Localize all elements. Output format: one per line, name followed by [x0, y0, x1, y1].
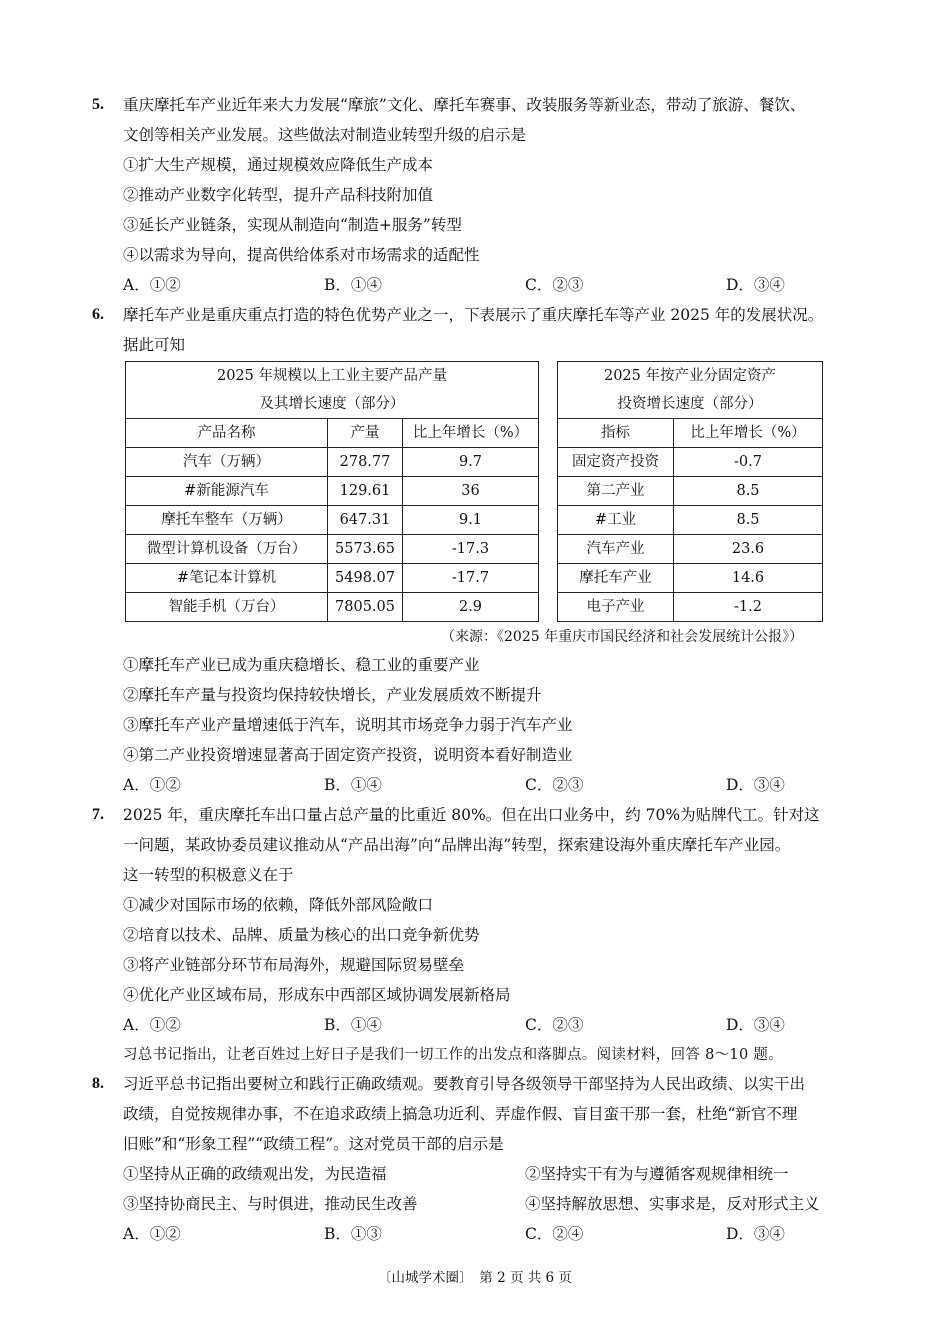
- column-header: 产品名称: [126, 419, 328, 448]
- question-6-statements: [92, 650, 882, 800]
- statement-1: ①减少对国际市场的依赖，降低外部风险敞口: [123, 896, 434, 914]
- cell: 647.31: [328, 506, 403, 535]
- cell: 5573.65: [328, 535, 403, 564]
- table-row: [558, 593, 823, 622]
- statement-3: ③摩托车产业产量增速低于汽车，说明其市场竞争力弱于汽车产业: [123, 716, 573, 734]
- stem-line: 习近平总书记指出要树立和践行正确政绩观。要教育引导各级领导干部坚持为人民出政绩、以实干出: [123, 1075, 806, 1093]
- table-header-row: [558, 419, 823, 448]
- question-5: [92, 90, 882, 300]
- cell: 14.6: [674, 564, 823, 593]
- cell: 智能手机（万台）: [126, 593, 328, 622]
- cell: #新能源汽车: [126, 477, 328, 506]
- cell: -1.2: [674, 593, 823, 622]
- cell: 7805.05: [328, 593, 403, 622]
- page-footer: 〔山城学术圈〕 第 2 页 共 6 页: [378, 1270, 572, 1286]
- column-header: 指标: [558, 419, 674, 448]
- cell: 微型计算机设备（万台）: [126, 535, 328, 564]
- cell: 汽车产业: [558, 535, 674, 564]
- choice-b[interactable]: B．①③: [324, 1225, 382, 1243]
- stem-line: 这一转型的积极意义在于: [123, 866, 294, 884]
- choice-d[interactable]: D．③④: [726, 276, 785, 294]
- cell: 5498.07: [328, 564, 403, 593]
- cell: -17.7: [403, 564, 539, 593]
- statement-1: ①扩大生产规模，通过规模效应降低生产成本: [123, 156, 434, 174]
- statement-4: ④以需求为导向，提高供给体系对市场需求的适配性: [123, 246, 480, 264]
- table-row: [558, 506, 823, 535]
- stem-line: 据此可知: [123, 336, 186, 354]
- choice-a[interactable]: A．①②: [123, 1016, 181, 1034]
- cell: 23.6: [674, 535, 823, 564]
- choice-b[interactable]: B．①④: [324, 276, 382, 294]
- stem-line: 摩托车产业是重庆重点打造的特色优势产业之一，下表展示了重庆摩托车等产业 2025 年的发展状况。: [123, 306, 824, 324]
- choice-a[interactable]: A．①②: [123, 276, 181, 294]
- question-number: 8.: [92, 1075, 104, 1092]
- statement-2: ②推动产业数字化转型，提升产品科技附加值: [123, 186, 434, 204]
- statement-2: ②坚持实干有为与遵循客观规律相统一: [525, 1165, 789, 1183]
- table-row: [126, 448, 539, 477]
- column-header: 比上年增长（%）: [403, 419, 539, 448]
- choice-c[interactable]: C．②③: [525, 1016, 584, 1034]
- stem-line: 2025 年，重庆摩托车出口量占总产量的比重近 80%。但在出口业务中，约 70%为贴牌代工。针对这: [123, 806, 820, 824]
- table-source-note: （来源：《2025 年重庆市国民经济和社会发展统计公报》）: [441, 629, 804, 645]
- table-row: [558, 564, 823, 593]
- table-row: [126, 564, 539, 593]
- question-number: 7.: [92, 806, 104, 823]
- table-row: [558, 477, 823, 506]
- answer-choices: [123, 270, 882, 300]
- cell: -17.3: [403, 535, 539, 564]
- table-header-row: [126, 419, 539, 448]
- statement-1: ①坚持从正确的政绩观出发，为民造福: [123, 1165, 387, 1183]
- cell: #笔记本计算机: [126, 564, 328, 593]
- cell: 36: [403, 477, 539, 506]
- answer-choices: [123, 770, 882, 800]
- cell: 278.77: [328, 448, 403, 477]
- product-output-table: [125, 361, 539, 622]
- statement-4: ④优化产业区域布局，形成东中西部区域协调发展新格局: [123, 986, 511, 1004]
- stem-line: 重庆摩托车产业近年来大力发展“摩旅”文化、摩托车赛事、改装服务等新业态，带动了旅游、餐饮、: [123, 96, 806, 114]
- table-row: [558, 448, 823, 477]
- statement-1: ①摩托车产业已成为重庆稳增长、稳工业的重要产业: [123, 656, 480, 674]
- table-title: 2025 年规模以上工业主要产品产量 及其增长速度（部分）: [126, 362, 539, 419]
- material-intro: 习总书记指出，让老百姓过上好日子是我们一切工作的出发点和落脚点。阅读材料，回答 8～10 题。: [123, 1047, 783, 1063]
- stem-line: 一问题，某政协委员建议推动从“产品出海”向“品牌出海”转型，探索建设海外重庆摩托车产业园。: [123, 836, 791, 854]
- cell: #工业: [558, 506, 674, 535]
- question-number: 5.: [92, 96, 104, 113]
- statement-2: ②摩托车产量与投资均保持较快增长，产业发展质效不断提升: [123, 686, 542, 704]
- table-row: [126, 535, 539, 564]
- choice-d[interactable]: D．③④: [726, 1016, 785, 1034]
- statement-2: ②培育以技术、品牌、质量为核心的出口竞争新优势: [123, 926, 480, 944]
- statement-3: ③将产业链部分环节布局海外，规避国际贸易壁垒: [123, 956, 465, 974]
- cell: 8.5: [674, 477, 823, 506]
- table-title: 2025 年按产业分固定资产 投资增长速度（部分）: [558, 362, 823, 419]
- cell: 第二产业: [558, 477, 674, 506]
- choice-d[interactable]: D．③④: [726, 1225, 785, 1243]
- question-stem: [123, 90, 882, 150]
- cell: 2.9: [403, 593, 539, 622]
- question-6: [92, 300, 882, 360]
- cell: 9.7: [403, 448, 539, 477]
- table-row: [126, 477, 539, 506]
- column-header: 比上年增长（%）: [674, 419, 823, 448]
- choice-c[interactable]: C．②③: [525, 276, 584, 294]
- answer-choices: [123, 1010, 882, 1040]
- question-7: [92, 800, 882, 1040]
- cell: -0.7: [674, 448, 823, 477]
- table-row: [126, 593, 539, 622]
- investment-growth-table: [557, 361, 823, 622]
- statement-3: ③坚持协商民主、与时俱进，推动民生改善: [123, 1195, 418, 1213]
- choice-a[interactable]: A．①②: [123, 1225, 181, 1243]
- question-stem: [123, 800, 882, 890]
- stem-line: 旧账”和“形象工程”“政绩工程”。这对党员干部的启示是: [123, 1135, 504, 1153]
- choice-c[interactable]: C．②④: [525, 1225, 584, 1243]
- cell: 固定资产投资: [558, 448, 674, 477]
- cell: 电子产业: [558, 593, 674, 622]
- statement-row: [123, 1189, 882, 1219]
- statement-row: [123, 1159, 882, 1189]
- question-number: 6.: [92, 306, 104, 323]
- statement-4: ④第二产业投资增速显著高于固定资产投资，说明资本看好制造业: [123, 746, 573, 764]
- choice-b[interactable]: B．①④: [324, 776, 382, 794]
- stem-line: 文创等相关产业发展。这些做法对制造业转型升级的启示是: [123, 126, 527, 144]
- question-stem: [123, 300, 882, 360]
- cell: 9.1: [403, 506, 539, 535]
- table-row: [126, 506, 539, 535]
- cell: 摩托车整车（万辆）: [126, 506, 328, 535]
- choice-c[interactable]: C．②③: [525, 776, 584, 794]
- stem-line: 政绩，自觉按规律办事，不在追求政绩上搞急功近利、弄虚作假、盲目蛮干那一套，杜绝“新官不理: [123, 1105, 798, 1123]
- statement-4: ④坚持解放思想、实事求是，反对形式主义: [525, 1195, 820, 1213]
- statement-3: ③延长产业链条，实现从制造向“制造+服务”转型: [123, 216, 462, 234]
- cell: 摩托车产业: [558, 564, 674, 593]
- answer-choices: [123, 1219, 882, 1249]
- choice-a[interactable]: A．①②: [123, 776, 181, 794]
- choice-b[interactable]: B．①④: [324, 1016, 382, 1034]
- question-8: [92, 1069, 882, 1249]
- cell: 汽车（万辆）: [126, 448, 328, 477]
- column-header: 产量: [328, 419, 403, 448]
- cell: 8.5: [674, 506, 823, 535]
- table-row: [558, 535, 823, 564]
- question-stem: [123, 1069, 882, 1159]
- cell: 129.61: [328, 477, 403, 506]
- choice-d[interactable]: D．③④: [726, 776, 785, 794]
